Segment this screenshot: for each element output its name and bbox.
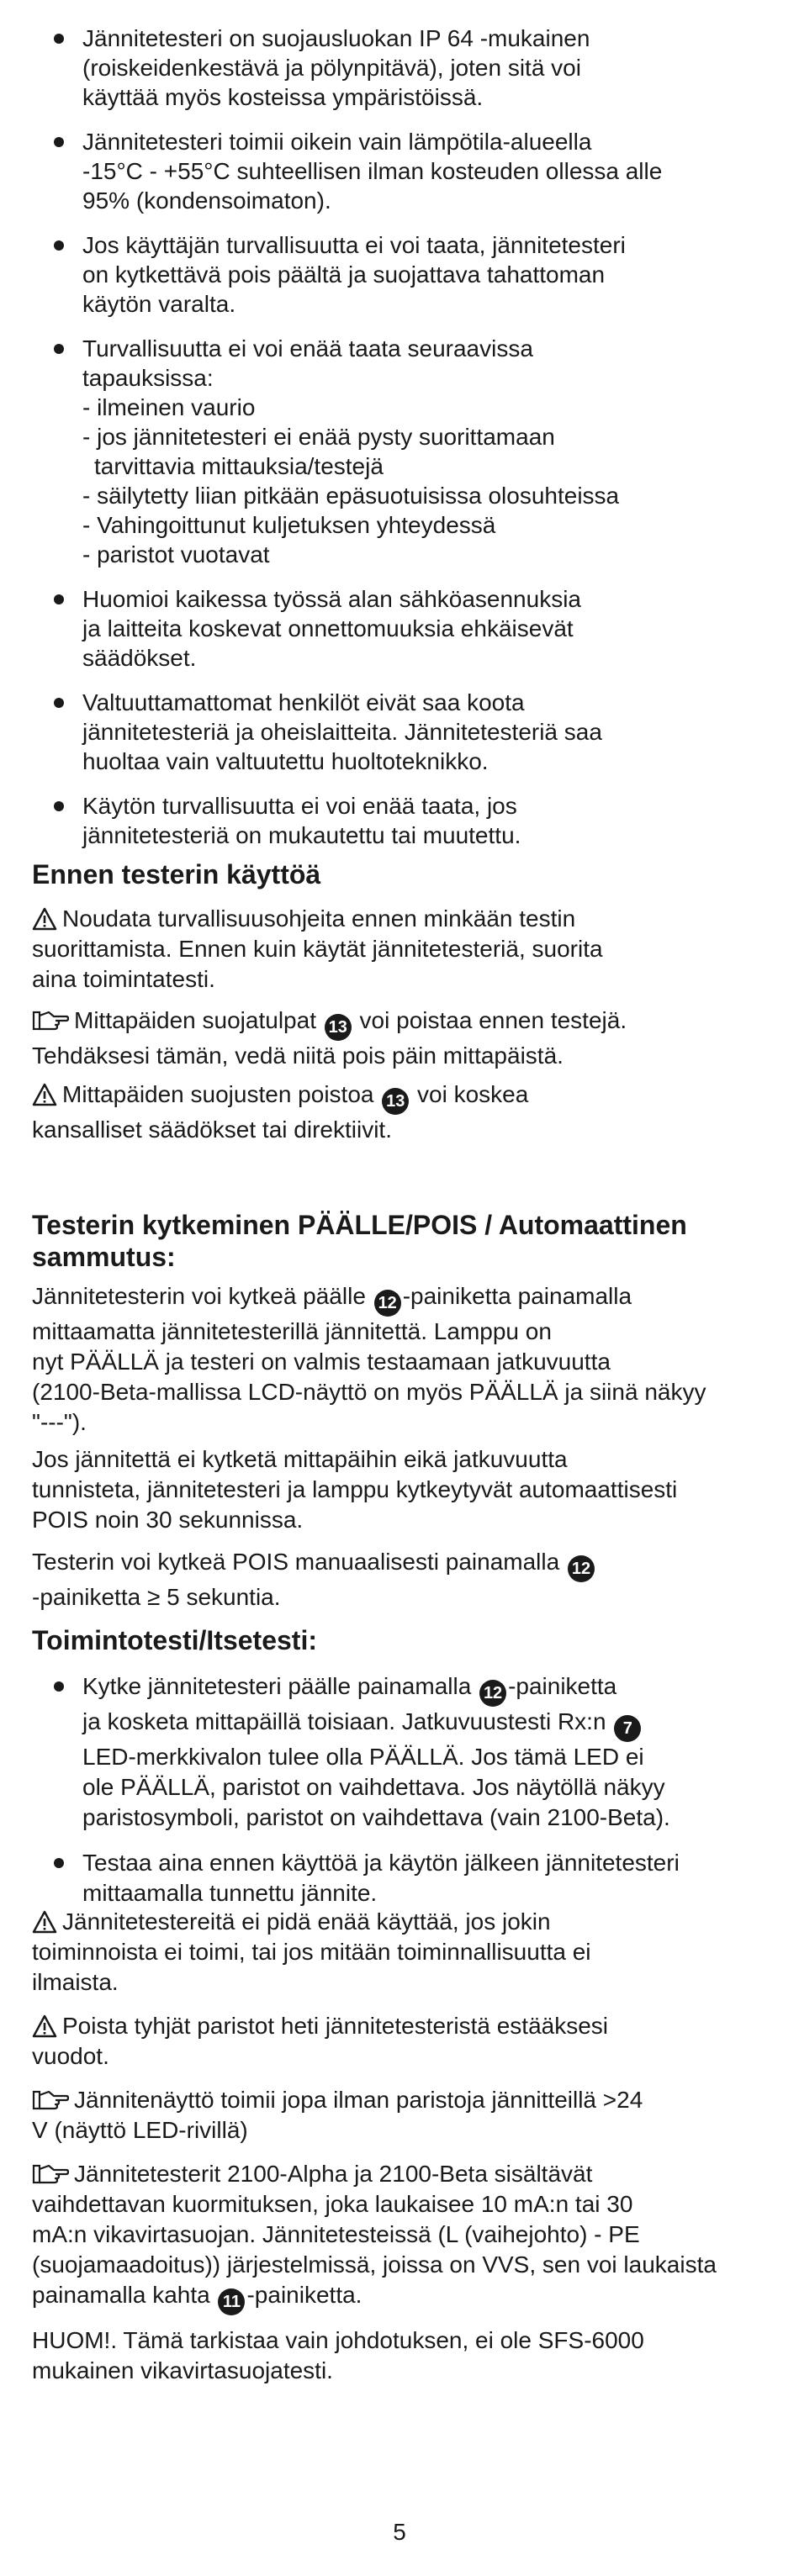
callout-13-icon: 13 — [382, 1088, 409, 1115]
warning-icon — [32, 1083, 57, 1106]
callout-13-icon: 13 — [325, 1014, 352, 1041]
pointing-hand-icon — [32, 2162, 69, 2186]
warning-icon — [32, 2014, 57, 2038]
paragraph: Jos jännitettä ei kytketä mittapäihin eikä jatkuvuutta tunnisteta, jännitetesteri ja lamppu kytkeytyvät automaattisesti POIS noin 30 sekunnissa. — [32, 1446, 678, 1533]
warning-paragraph: Jännitetestereitä ei pidä enää käyttää, jos jokin toiminnoista ei toimi, tai jos mitään toiminnallisuutta ei ilmaista. — [32, 1908, 591, 1995]
safety-bullet-list — [49, 24, 755, 865]
list-item: Jännitetesteri toimii oikein vain lämpötila-alueella -15°C - +55°C suhteellisen ilman kosteuden ollessa alle 95% (kondensoimaton). — [49, 127, 755, 215]
note-huom: HUOM!. Tämä tarkistaa vain johdotuksen, ei ole SFS-6000 mukainen vikavirtasuojatesti. — [32, 2327, 644, 2383]
warning-paragraph: Poista tyhjät paristot heti jännitetesteristä estääksesi vuodot. — [32, 2013, 609, 2069]
note-paragraph: Jännitenäyttö toimii jopa ilman paristoja jännitteillä >24 V (näyttö LED-rivillä) — [32, 2087, 643, 2143]
paragraph: Jännitetesterin voi kytkeä päälle 12 -painiketta painamalla mittaamatta jännitetesterillä jännitettä. Lamppu on nyt PÄÄLLÄ ja testeri on valmis testaamaan jatkuvuutta (2100-Beta-mallissa LCD-näyttö on myös PÄÄLLÄ ja siinä näkyy "---"). — [32, 1283, 706, 1435]
callout-12-icon: 12 — [374, 1290, 401, 1317]
callout-12-icon: 12 — [568, 1555, 595, 1582]
warning-paragraph: Mittapäiden suojusten poistoa 13 voi koskea kansalliset säädökset tai direktiivit. — [32, 1081, 529, 1143]
callout-11-icon: 11 — [218, 2288, 245, 2315]
list-item: Jos käyttäjän turvallisuutta ei voi taata, jännitetesteri on kytkettävä pois päältä ja suojattava tahattoman käytön varalta. — [49, 230, 755, 319]
list-item: Valtuuttamattomat henkilöt eivät saa koota jännitetesteriä ja oheislaitteita. Jännitetesteriä saa huoltaa vain valtuutettu huoltoteknikko. — [49, 688, 755, 776]
pointing-hand-icon — [32, 2088, 69, 2112]
list-item: Huomioi kaikessa työssä alan sähköasennuksia ja laitteita koskevat onnettomuuksia ehkäisevät säädökset. — [49, 584, 755, 673]
list-item: Testaa aina ennen käyttöä ja käytön jälkeen jännitetesteri mittaamalla tunnettu jännite. — [49, 1848, 772, 1908]
callout-12-icon: 12 — [479, 1680, 506, 1707]
note-paragraph: Jännitetesterit 2100-Alpha ja 2100-Beta sisältävät vaihdettavan kuormituksen, joka laukaisee 10 mA:n tai 30 mA:n vikavirtasuojan. Jännitetesteissä (L (vaihejohto) - PE (suojamaadoitus)) järjestelmissä, joissa on VVS, sen voi laukaista painamalla kahta 11 -painiketta. — [32, 2159, 772, 2315]
section-title-self-test: Toimintotesti/Itsetesti: — [32, 1625, 317, 1655]
warning-icon — [32, 1910, 57, 1934]
section-title-before-use: Ennen testerin käyttöä — [32, 859, 321, 889]
note-paragraph: Mittapäiden suojatulpat 13 voi poistaa ennen testejä. Tehdäksesi tämän, vedä niitä pois päin mittapäistä. — [32, 1007, 627, 1069]
paragraph: Testerin voi kytkeä POIS manuaalisesti painamalla 12 -painiketta ≥ 5 sekuntia. — [32, 1547, 772, 1613]
self-test-bullet-list — [49, 1671, 772, 1924]
list-item: Käytön turvallisuutta ei voi enää taata, jos jännitetesteriä on mukautettu tai muutettu. — [49, 791, 755, 850]
page-number: 5 — [393, 2519, 406, 2545]
pointing-hand-icon — [32, 1009, 69, 1032]
warning-paragraph: Noudata turvallisuusohjeita ennen minkään testin suorittamista. Ennen kuin käytät jännitetesteriä, suorita aina toimintatesti. — [32, 905, 603, 992]
warning-icon — [32, 907, 57, 931]
list-item: Jännitetesteri on suojausluokan IP 64 -mukainen (roiskeidenkestävä ja pölynpitävä), joten sitä voi käyttää myös kosteissa ympäristöissä. — [49, 24, 755, 112]
list-item: Kytke jännitetesteri päälle painamalla 12 -painiketta ja kosketa mittapäillä toisiaan. Jatkuvuustesti Rx:n 7 LED-merkkivalon tulee olla PÄÄLLÄ. Jos tämä LED ei ole PÄÄLLÄ, paristot on vaihdettava. Jos näytöllä näkyy paristosymboli, paristot on vaihdettava (vain 2100-Beta). — [49, 1671, 772, 1833]
callout-7-icon: 7 — [614, 1715, 641, 1742]
section-title-power: Testerin kytkeminen PÄÄLLE/POIS / Automaattinen sammutus: — [32, 1210, 687, 1272]
list-item: Turvallisuutta ei voi enää taata seuraavissa tapauksissa: - ilmeinen vaurio - jos jännitetesteri ei enää pysty suorittamaan tarvittavia mittauksia/testejä - säilytetty liian pitkään epäsuotuisissa olosuhteissa - Vahingoittunut kuljetuksen yhteydessä - paristot vuotavat — [49, 334, 755, 569]
